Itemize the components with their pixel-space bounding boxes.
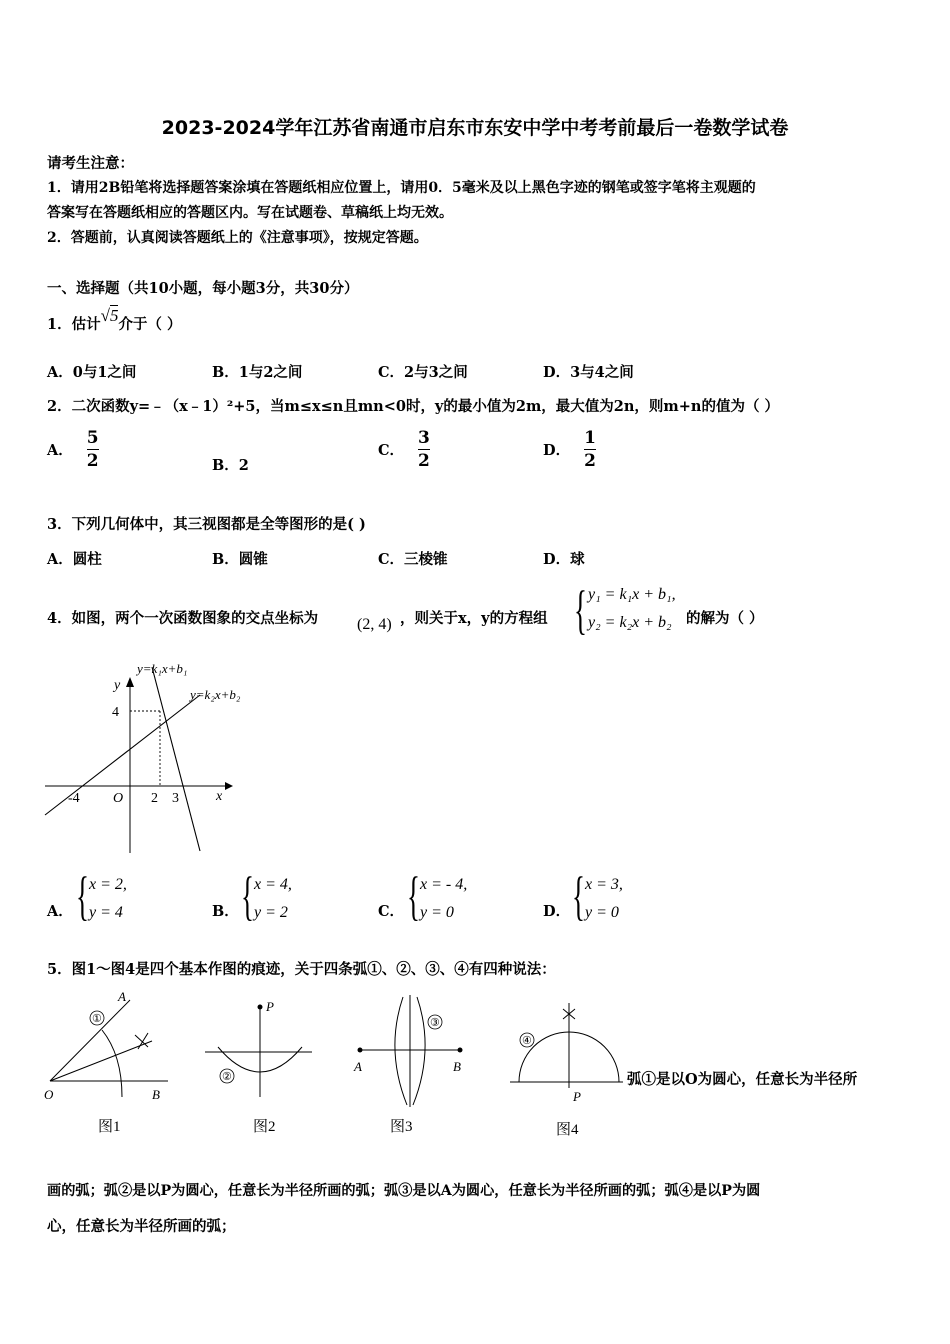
q1-radicand: 5 <box>109 306 119 325</box>
q4-b-eq2: y = 2 <box>254 904 288 921</box>
q5-text-3: 心，任意长为半径所画的弧； <box>47 1218 236 1235</box>
q4-b-brace-icon: { <box>241 866 254 926</box>
q2-option-d <box>543 427 596 472</box>
q3-option-a: A．圆柱 <box>47 551 102 568</box>
tick-x-3: 3 <box>172 791 179 806</box>
q2-option-c <box>378 427 430 472</box>
fig3-point-a: A <box>354 1059 362 1074</box>
q1-option-d: D．3与4之间 <box>543 364 634 381</box>
fig4-caption: 图4 <box>556 1122 579 1138</box>
arc-3-left <box>395 997 407 1105</box>
notice-line-1b: 答案写在答题纸相应的答题区内。写在试题卷、草稿纸上均无效。 <box>47 205 453 221</box>
notice-line-1: 1．请用2B铅笔将选择题答案涂填在答题纸相应位置上，请用0．5毫米及以上黑色字迹的钢笔或签字笔将主观题的 <box>47 180 756 196</box>
q2-c-num: 3 <box>418 428 430 448</box>
q5-text-1: 弧①是以O为圆心，任意长为半径所 <box>627 1071 858 1088</box>
q4-a-eq1: x = 2, <box>89 876 127 893</box>
q2-a-num: 5 <box>86 428 99 448</box>
x-axis-label: x <box>216 789 223 804</box>
question-3: 3．下列几何体中，其三视图都是全等图形的是( ) <box>47 516 366 533</box>
q2-c-label: C． <box>378 442 405 459</box>
q4-b-eq1: x = 4, <box>254 876 292 893</box>
q4-brace-icon: { <box>574 580 587 640</box>
sqrt-icon: √5 <box>100 306 119 325</box>
q4-c-brace-icon: { <box>407 866 420 926</box>
fig2-point-p: P <box>266 999 274 1014</box>
q4-a-brace-icon: { <box>76 866 89 926</box>
tick-x-2: 2 <box>151 791 158 806</box>
q2-option-a <box>47 427 99 472</box>
point-p-dot <box>258 1005 263 1010</box>
page-title: 2023-2024学年江苏省南通市启东市东安中学中考考前最后一卷数学试卷 <box>161 117 789 139</box>
arc-1 <box>102 1030 122 1097</box>
fig1-arc-label: ① <box>92 1013 102 1025</box>
notice-heading: 请考生注意： <box>47 155 134 172</box>
q4-a-eq2: y = 4 <box>89 904 123 921</box>
figure-3 <box>345 985 475 1140</box>
fig4-point-p: P <box>573 1089 581 1104</box>
q2-d-fraction <box>584 427 596 472</box>
q4-stem-b: ，则关于x，y的方程组 <box>400 610 548 627</box>
section-heading: 一、选择题（共10小题，每小题3分，共30分） <box>47 280 359 297</box>
figure-4 <box>505 985 630 1145</box>
fig3-point-b: B <box>453 1059 461 1074</box>
q1-option-b: B．1与2之间 <box>212 364 303 381</box>
q1-option-a: A．0与1之间 <box>47 364 137 381</box>
q2-a-label: A． <box>47 442 73 459</box>
tick-x-minus4: -4 <box>68 791 80 806</box>
q4-stem-a: 4．如图，两个一次函数图象的交点坐标为 <box>47 610 319 627</box>
y-axis-label: y <box>114 678 121 693</box>
fig1-point-b: B <box>152 1087 160 1102</box>
q4-d-brace-icon: { <box>572 866 585 926</box>
fig1-point-o: O <box>44 1087 54 1102</box>
question-5: 5．图1～图4是四个基本作图的痕迹，关于四条弧①、②、③、④有四种说法： <box>47 961 556 978</box>
q1-option-c: C．2与3之间 <box>378 364 468 381</box>
q4-stem-c: 的解为（ ） <box>686 610 764 627</box>
q2-option-b: B．2 <box>212 457 249 474</box>
figure-1 <box>40 985 180 1140</box>
q5-text-2: 画的弧；弧②是以P为圆心，任意长为半径所画的弧；弧③是以A为圆心，任意长为半径所画的弧；弧④是以P为圆 <box>47 1183 761 1199</box>
q4-eq2: y₂ = k₂x + b₂ <box>588 614 672 631</box>
fig1-caption: 图1 <box>98 1119 121 1135</box>
point-b-dot <box>458 1048 463 1053</box>
tick-y-4: 4 <box>112 705 119 720</box>
q4-c-eq1: x = - 4, <box>420 876 468 893</box>
q1-stem-a: 1．估计 <box>47 316 101 333</box>
q3-option-b: B．圆锥 <box>212 551 268 568</box>
q2-a-fraction <box>87 427 99 472</box>
fig3-arc-label: ③ <box>430 1017 440 1029</box>
q4-c-eq2: y = 0 <box>420 904 454 921</box>
q2-a-den: 2 <box>86 451 99 471</box>
arc-3-right <box>413 997 425 1105</box>
q4-b-label: B． <box>212 903 239 920</box>
y-axis-arrow-icon <box>126 677 134 687</box>
q3-option-d: D．球 <box>543 551 585 568</box>
question-2: 2．二次函数y=﹣（x﹣1）²+5，当m≤x≤n且mn<0时，y的最小值为2m，最大值为2n，则m+n的值为（ ） <box>47 398 780 415</box>
q2-d-num: 1 <box>584 428 596 448</box>
q2-d-label: D． <box>543 442 571 459</box>
q4-a-label: A． <box>47 903 73 920</box>
q4-d-eq1: x = 3, <box>585 876 623 893</box>
point-a-dot <box>358 1048 363 1053</box>
q4-eq1: y₁ = k₁x + b₁, <box>588 586 676 603</box>
fig4-arc-label: ④ <box>522 1035 532 1047</box>
fig1-point-a: A <box>118 989 126 1004</box>
fig2-caption: 图2 <box>253 1119 276 1135</box>
q2-c-fraction <box>418 427 430 472</box>
q2-c-den: 2 <box>418 451 430 471</box>
origin-label: O <box>113 791 124 806</box>
q4-graph <box>40 655 260 860</box>
line-1-label: y=k₁x+b₁ <box>137 661 188 676</box>
q4-d-eq2: y = 0 <box>585 904 619 921</box>
q1-stem-b: 介于（ ） <box>118 316 182 333</box>
q3-option-c: C．三棱锥 <box>378 551 448 568</box>
question-1 <box>47 306 182 334</box>
line-2-label: y=k₂x+b₂ <box>190 687 241 702</box>
x-axis-arrow-icon <box>225 782 233 790</box>
q4-d-label: D． <box>543 903 571 920</box>
q2-d-den: 2 <box>584 451 596 471</box>
q4-c-label: C． <box>378 903 405 920</box>
bisector-ray <box>50 1041 152 1081</box>
fig2-arc-label: ② <box>222 1071 232 1083</box>
q4-point: (2, 4) <box>357 616 392 633</box>
fig3-caption: 图3 <box>390 1119 413 1135</box>
notice-line-2: 2．答题前，认真阅读答题纸上的《注意事项》，按规定答题。 <box>47 230 428 246</box>
ray-oa <box>50 1000 130 1081</box>
figure-2 <box>200 985 320 1140</box>
